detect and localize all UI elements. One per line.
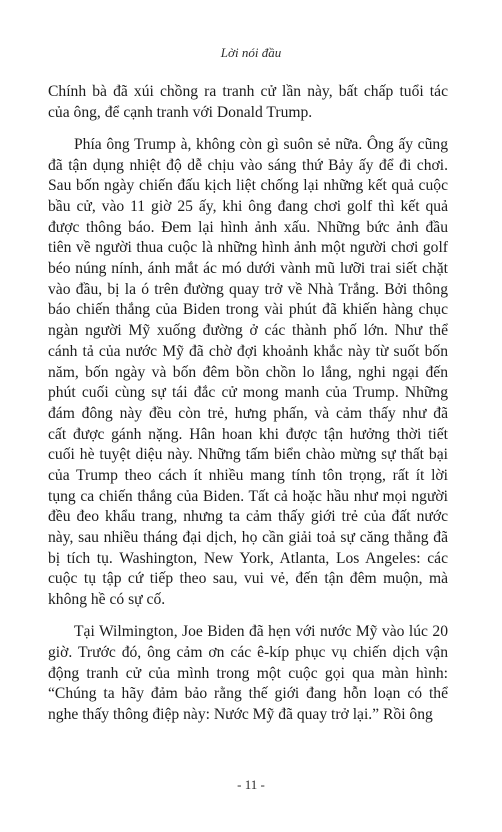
paragraph-3-line: động tranh cử của mình trong một cuộc gọi qua màn hình: <box>48 664 448 682</box>
paragraph-3-line: Tại Wilmington, Joe Biden đã hẹn với nước Mỹ vào lúc 20 <box>74 623 448 641</box>
paragraph-2-line: cất được gánh nặng. Hân hoan khi được tận hưởng thời tiết <box>48 425 448 443</box>
paragraph-1-line: của ông, để cạnh tranh với Donald Trump. <box>48 103 313 121</box>
paragraph-2-line: ngàn người Mỹ xuống đường ở các thành phố lớn. Như thể <box>48 322 448 340</box>
paragraph-2-line: được thông báo. Đem lại hình ảnh xấu. Những bức ảnh đầu <box>48 218 448 236</box>
paragraph-2-line: cuộc tụ tập cứ tiếp theo sau, vui vẻ, đến tận đêm muộn, mà <box>48 570 448 588</box>
paragraph-2-line: năm, bốn ngày và bốn đêm bồn chồn lo lắng, nghi ngại đến <box>48 363 448 381</box>
paragraph-2-line: này, sau nhiều tháng đại dịch, họ cần giải toả sự căng thẳng đã <box>48 529 448 547</box>
paragraph-2-line: Sau bốn ngày chiến đấu kịch liệt chống lại những kết quả cuộc <box>48 177 448 195</box>
running-head: Lời nói đầu <box>220 45 282 60</box>
paragraph-2-line: đã tận dụng nhiệt độ dễ chịu vào sáng thứ Bảy ấy để đi chơi. <box>48 156 448 174</box>
paragraph-2-line: của Trump theo cách ít nhiều mang tính tôn trọng, rất ít lời <box>48 466 448 484</box>
paragraph-2-line: đám đông này đều còn trẻ, hưng phấn, và cảm thấy như đã <box>48 404 448 422</box>
paragraph-2-line: cánh tả của nước Mỹ đã chờ đợi khoảnh khắc này từ suốt bốn <box>48 342 448 360</box>
paragraph-2-line: phút cuối cùng sự tái đắc cử mong manh của Trump. Những <box>48 384 448 402</box>
paragraph-2-line: Phía ông Trump à, không còn gì suôn sẻ nữa. Ông ấy cũng <box>74 135 448 153</box>
page-number: - 11 - <box>237 777 265 792</box>
paragraph-1-line: Chính bà đã xúi chồng ra tranh cử lần này, bất chấp tuổi tác <box>48 83 448 100</box>
paragraph-2-line: báo chiến thắng của Biden trong vài phút đã khiến hàng chục <box>48 301 448 319</box>
paragraph-2-line: béo núng nính, ánh mắt ác mó dưới vành mũ lưỡi trai siết chặt <box>48 260 448 278</box>
paragraph-2-line: cuối hè tuyệt diệu này. Những tấm biển chào mừng sự thất bại <box>48 446 448 464</box>
paragraph-3-line: nghe thấy thông điệp này: Nước Mỹ đã quay trở lại.” Rồi ông <box>48 706 433 724</box>
paragraph-3-line: “Chúng ta hãy đảm bảo rằng thế giới đang hỗn loạn có thể <box>48 685 448 703</box>
paragraph-2-line: không hề có sự cố. <box>48 591 166 609</box>
paragraph-2-line: tiên về người thua cuộc là những hình ảnh một người chơi golf <box>48 239 448 257</box>
paragraph-2-line: vào đầu, bị la ó trên đường quay trở về Nhà Trắng. Bởi thông <box>48 280 448 298</box>
paragraph-2-line: tụng ca chiến thắng của Biden. Tất cả hoặc hầu như mọi người <box>48 487 448 505</box>
paragraph-2-line: bị tích tụ. Washington, New York, Atlanta, Los Angeles: các <box>48 549 448 567</box>
paragraph-2-line: bầu cử, vào 11 giờ 25 ấy, khi ông đang chơi golf thì kết quả <box>48 198 448 216</box>
paragraph-gap <box>48 123 448 135</box>
paragraph-3-line: giờ. Trước đó, ông cảm ơn các ê-kíp phục vụ chiến dịch vận <box>48 644 448 662</box>
body-text <box>48 82 448 726</box>
paragraph-2-line: đều đeo khẩu trang, nhưng ta cảm thấy giới trẻ của đất nước <box>48 508 448 526</box>
paragraph-gap <box>48 611 448 623</box>
